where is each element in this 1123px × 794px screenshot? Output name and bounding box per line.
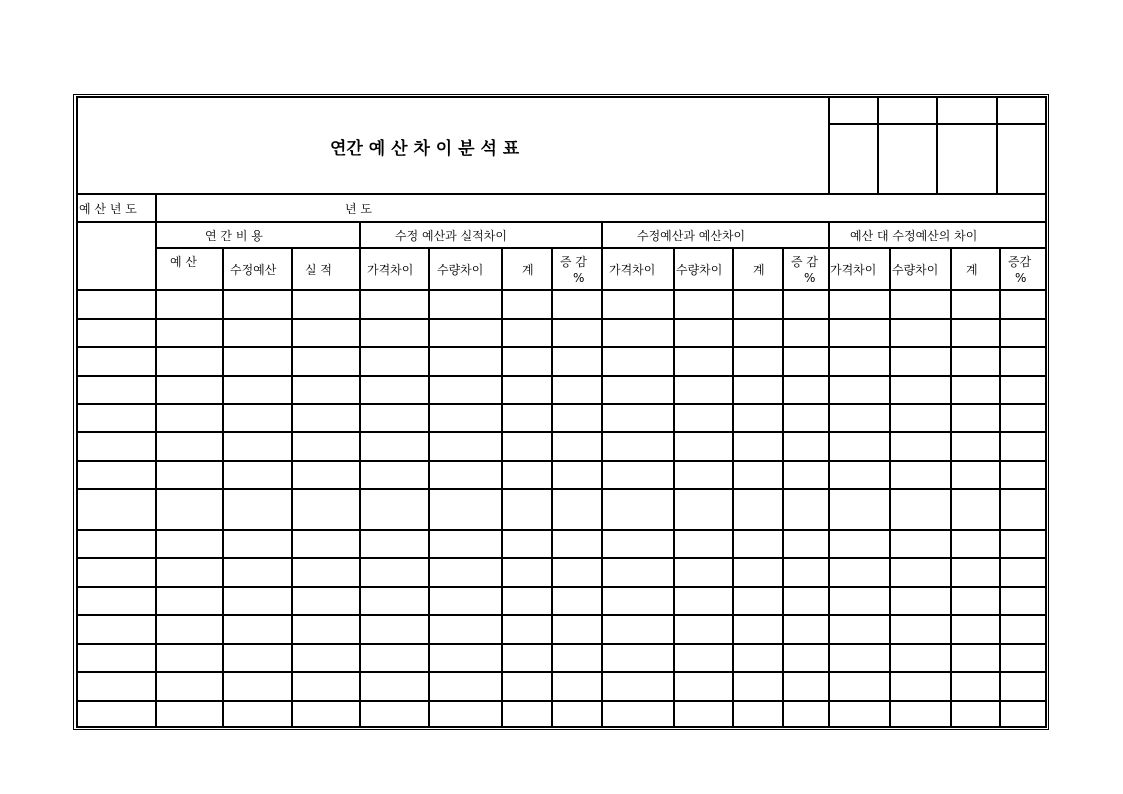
table-row-line xyxy=(76,460,1047,462)
approval-box-divider xyxy=(828,96,830,194)
table-row-line xyxy=(76,614,1047,616)
col-budget: 예 산 xyxy=(170,255,197,269)
inner-border xyxy=(1045,96,1047,728)
year-label-divider xyxy=(155,193,157,222)
col-revised-budget: 수정예산 xyxy=(230,263,277,277)
col-change-2: 증 감 xyxy=(791,255,818,269)
group-revised-vs-actual: 수정 예산과 실적차이 xyxy=(395,229,507,243)
table-row-line xyxy=(76,375,1047,377)
table-row-line xyxy=(76,488,1047,490)
page-title: 연간 예 산 차 이 분 석 표 xyxy=(330,139,520,159)
col-quantity-diff-3: 수량차이 xyxy=(892,263,939,277)
table-row-line xyxy=(76,431,1047,433)
table-row-line xyxy=(76,643,1047,645)
table-row-line xyxy=(76,318,1047,320)
year-suffix-label: 년 도 xyxy=(345,202,372,216)
col-price-diff-1: 가격차이 xyxy=(367,263,414,277)
group-divider xyxy=(828,221,830,728)
approval-box-divider xyxy=(936,96,938,194)
approval-box-divider xyxy=(996,96,998,194)
table-row-line xyxy=(76,586,1047,588)
col-price-diff-3: 가격차이 xyxy=(830,263,877,277)
table-row-line xyxy=(76,403,1047,405)
col-percent-1: % xyxy=(573,271,585,285)
col-percent-3: % xyxy=(1015,271,1027,285)
table-row-line xyxy=(76,671,1047,673)
col-change-1: 증 감 xyxy=(560,255,587,269)
table-row-line xyxy=(76,557,1047,559)
col-total-2: 계 xyxy=(753,263,765,277)
outer-border xyxy=(1048,94,1049,730)
group-budget-vs-revised: 예산 대 수정예산의 차이 xyxy=(850,229,978,243)
group-divider xyxy=(155,221,157,728)
table-row-line xyxy=(76,700,1047,702)
approval-box-divider xyxy=(877,96,879,194)
group-revised-vs-budget: 수정예산과 예산차이 xyxy=(637,229,746,243)
table-row-line xyxy=(76,346,1047,348)
header-line xyxy=(76,193,1047,195)
outer-border xyxy=(73,94,74,730)
col-actual: 실 적 xyxy=(305,263,332,277)
group-annual-cost: 연 간 비 용 xyxy=(205,229,263,243)
col-price-diff-2: 가격차이 xyxy=(609,263,656,277)
outer-border xyxy=(73,94,1049,95)
inner-border xyxy=(76,96,78,728)
approval-box-divider xyxy=(828,123,1047,125)
col-change-3: 증감 xyxy=(1008,255,1032,269)
header-line xyxy=(76,221,1047,223)
outer-border xyxy=(73,729,1049,730)
col-quantity-diff-1: 수량차이 xyxy=(437,263,484,277)
group-divider xyxy=(601,221,603,728)
col-total-1: 계 xyxy=(522,263,534,277)
inner-border xyxy=(77,96,1046,98)
group-divider xyxy=(359,221,361,728)
col-quantity-diff-2: 수량차이 xyxy=(676,263,723,277)
col-total-3: 계 xyxy=(966,263,978,277)
col-percent-2: % xyxy=(804,271,816,285)
budget-year-label: 예 산 년 도 xyxy=(79,202,137,216)
table-row-line xyxy=(76,529,1047,531)
